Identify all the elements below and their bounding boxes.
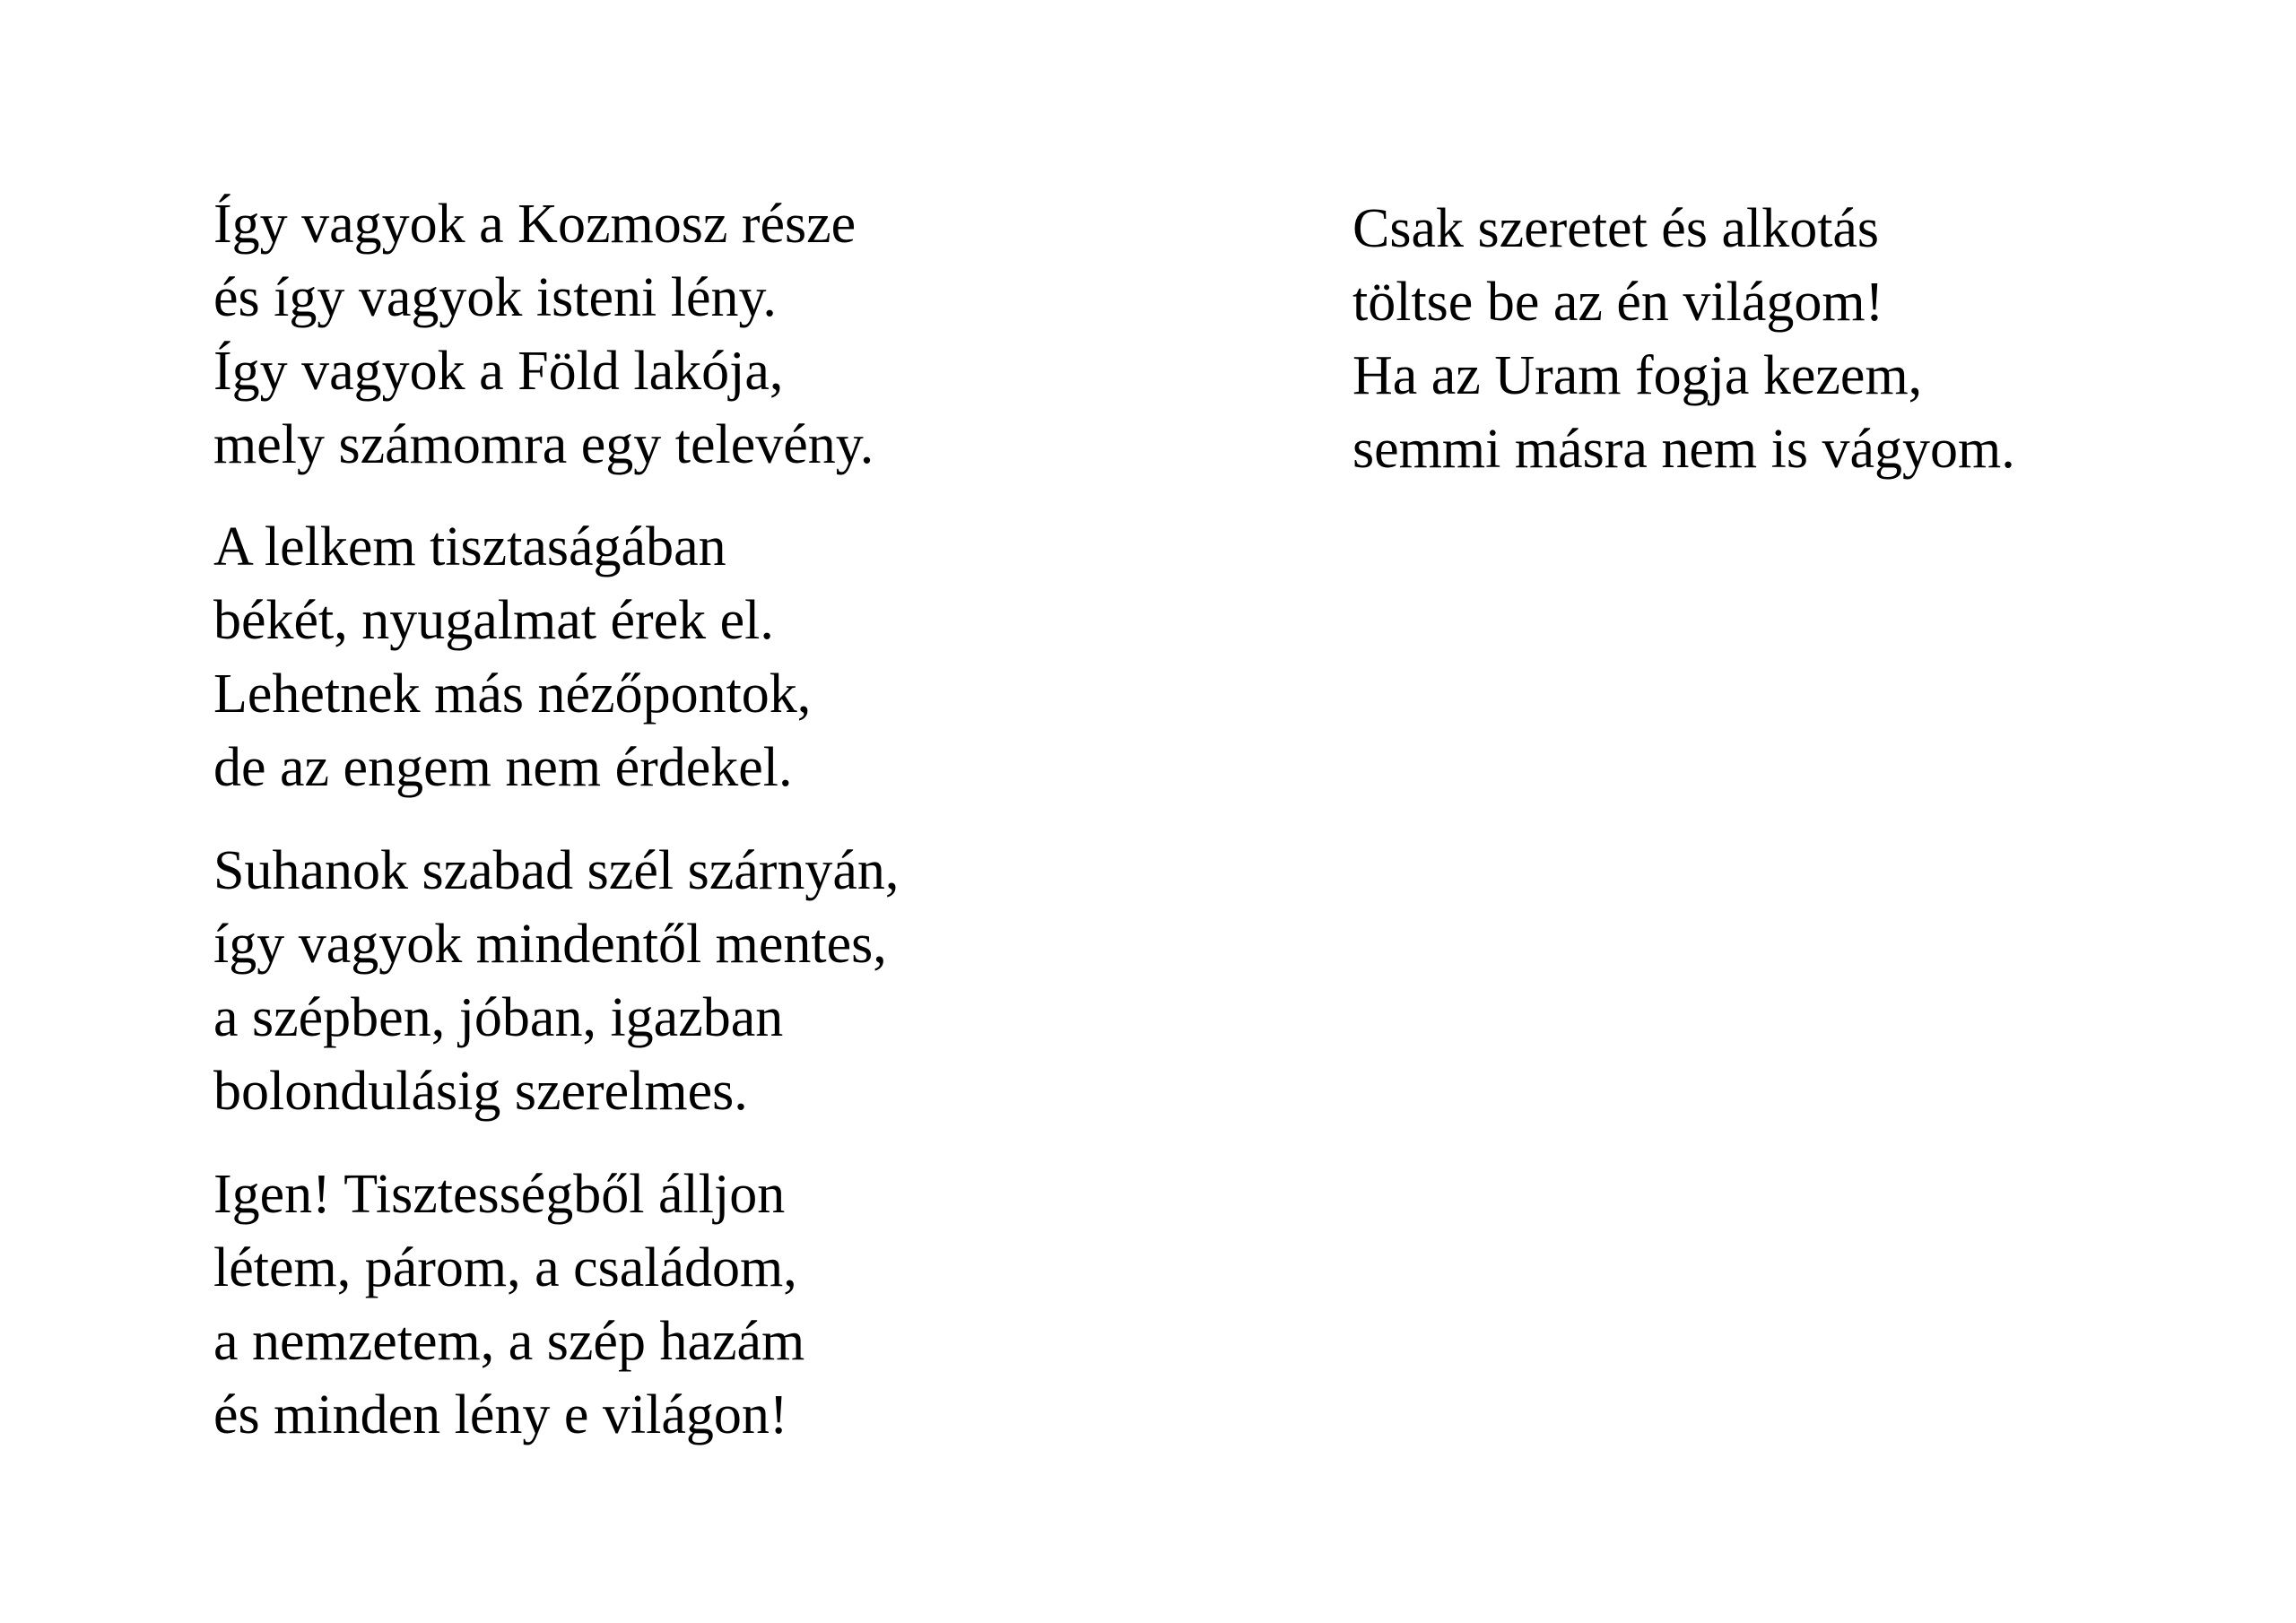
poem-line: Lehetnek más nézőpontok, xyxy=(213,664,812,725)
poem-line: békét, nyugalmat érek el. xyxy=(213,590,774,651)
poem-line: semmi másra nem is vágyom. xyxy=(1352,419,2015,480)
poem-line: a szépben, jóban, igazban xyxy=(213,987,784,1048)
poem-line: töltse be az én világom! xyxy=(1352,272,1884,333)
poem-line: bolondulásig szerelmes. xyxy=(213,1061,748,1122)
poem-line: Suhanok szabad szél szárnyán, xyxy=(213,840,900,901)
stanza-5 xyxy=(1352,192,2296,486)
poem-line: Így vagyok a Föld lakója, xyxy=(213,341,784,402)
poem-line: létem, párom, a családom, xyxy=(213,1237,797,1298)
poem-line: A lelkem tisztaságában xyxy=(213,516,726,577)
poem-line: Igen! Tisztességből álljon xyxy=(213,1164,786,1225)
stanza-4 xyxy=(213,1158,1200,1452)
poem-line: a nemzetem, a szép hazám xyxy=(213,1311,805,1372)
stanza-2 xyxy=(213,510,1200,804)
poem-line: de az engem nem érdekel. xyxy=(213,737,793,798)
poem-line: Csak szeretet és alkotás xyxy=(1352,198,1880,259)
stanza-1 xyxy=(213,187,1200,482)
poem-line: így vagyok mindentől mentes, xyxy=(213,914,887,975)
stanza-3 xyxy=(213,834,1200,1128)
poem-line: mely számomra egy televény. xyxy=(213,414,874,475)
poem-line: Így vagyok a Kozmosz része xyxy=(213,194,857,255)
poem-line: és minden lény e világon! xyxy=(213,1384,788,1445)
poem-line: Ha az Uram fogja kezem, xyxy=(1352,345,1923,406)
poem-line: és így vagyok isteni lény. xyxy=(213,267,777,328)
